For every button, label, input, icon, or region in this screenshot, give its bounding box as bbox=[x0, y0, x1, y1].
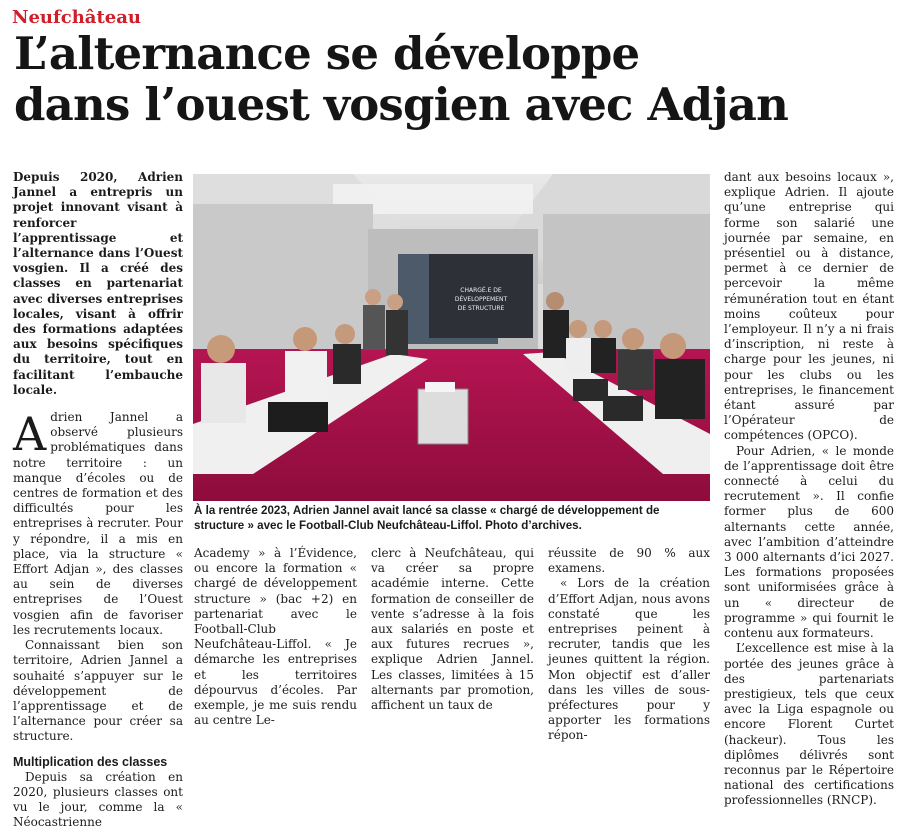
body-paragraph-col4b: « Lors de la création d’Effort Adjan, nous avons constaté que les entreprises peinent à recruter, tandis que les jeunes quittent la région. Mon objectif est d’aller dans les villes de sous-préfectures pour y apporter les formations répon- bbox=[548, 576, 710, 743]
subheading: Multiplication des classes bbox=[13, 754, 168, 769]
body-paragraph-col5c: L’excellence est mise à la portée des jeunes grâce à des partenariats prestigieux, tels que ceux avec la Liga espagnole ou encore Florent Curtet (hackeur). Tous les diplômes délivrés sont reconnus par le Répertoire national des certifications professionnelles (RNCP). bbox=[724, 641, 894, 808]
column-5 bbox=[724, 170, 894, 809]
screen-title: CHARGÉ.E DE bbox=[460, 287, 502, 294]
svg-text:DÉVELOPPEMENT: DÉVELOPPEMENT bbox=[454, 296, 508, 303]
body-paragraph-2: Connaissant bien son territoire, Adrien Jannel a souhaité s’appuyer sur le développement de l’apprentissage et de l’alternance pour créer sa structure. bbox=[13, 638, 183, 744]
photo-caption: À la rentrée 2023, Adrien Jannel avait lancé sa classe « chargé de développement de structure » avec le Football-Club Neufchâteau-Liffol. Photo d’archives. bbox=[194, 504, 660, 532]
classroom-photo-illustration bbox=[193, 174, 710, 501]
body-text: drien Jannel a observé plusieurs problématiques dans notre territoire : un manque d’écoles ou de centres de formation et des difficultés pour les entreprises à recruter. Pour y répondre, il a mis en place, via la structure « Effort Adjan », des classes au sein de diverses entreprises de l’Ouest vosgien afin de favoriser les recrutements locaux. bbox=[13, 410, 183, 637]
headline-line-2: dans l’ouest vosgien avec Adjan bbox=[14, 78, 789, 131]
body-paragraph-1 bbox=[13, 407, 183, 638]
svg-text:DE STRUCTURE: DE STRUCTURE bbox=[457, 305, 505, 312]
body-paragraph-col5b: Pour Adrien, « le monde de l’apprentissage doit être connecté à celui du recrutement ». Il confie former plus de 600 alternants cette année, avec l’ambition d’atteindre 3 000 alternants d’ici 2027. Les formations proposées sont uniformisées grâce à un « directeur de programme » qui fournit le contenu aux formateurs. bbox=[724, 443, 894, 641]
column-1 bbox=[13, 170, 183, 831]
article-photo bbox=[193, 174, 710, 501]
dropcap: A bbox=[13, 407, 47, 462]
column-4 bbox=[548, 546, 710, 744]
lead-paragraph: Depuis 2020, Adrien Jannel a entrepris un projet innovant visant à renforcer l’apprentissage et l’alternance dans l’Ouest vosgien. Il a créé des classes en partenariat avec diverses entreprises locales, visant à offrir des formations adaptées aux besoins spécifiques du territoire, tout en facilitant l’embauche locale. bbox=[13, 170, 183, 397]
headline-line-1: L’alternance se développe bbox=[14, 27, 640, 80]
body-paragraph-col3: clerc à Neufchâteau, qui va créer sa propre académie interne. Cette formation de conseiller de vente s’adresse à la fois aux salariés en poste et aux futures recrues », explique Adrien Jannel. Les classes, limitées à 15 alternants par promotion, affichent un taux de bbox=[371, 546, 534, 713]
column-2 bbox=[194, 546, 357, 728]
column-3 bbox=[371, 546, 534, 713]
body-paragraph-col2: Academy » à l’Évidence, ou encore la formation « chargé de développement structure » (bac +2) en partenariat avec le Football-Club Neufchâteau-Liffol. « Je démarche les entreprises et les territoires dépourvus d’écoles. Par exemple, je me suis rendu au centre Le- bbox=[194, 546, 357, 728]
section-kicker: Neufchâteau bbox=[12, 7, 141, 28]
headline bbox=[14, 28, 894, 130]
body-paragraph-col5a: dant aux besoins locaux », explique Adrien. Il ajoute qu’une entreprise qui forme son salarié une journée par semaine, en présentiel ou à distance, permet à ce dernier de percevoir la même rémunération tout en étant moins coûteux pour l’employeur. Il n’y a ni frais d’inscription, ni reste à charge pour les jeunes, ni pour les clubs ou les entreprises, le financement étant assuré par l’Opérateur de compétences (OPCO). bbox=[724, 170, 894, 443]
body-paragraph-3: Depuis sa création en 2020, plusieurs classes ont vu le jour, comme la « Néocastrienne bbox=[13, 769, 183, 830]
body-paragraph-col4a: réussite de 90 % aux examens. bbox=[548, 546, 710, 576]
